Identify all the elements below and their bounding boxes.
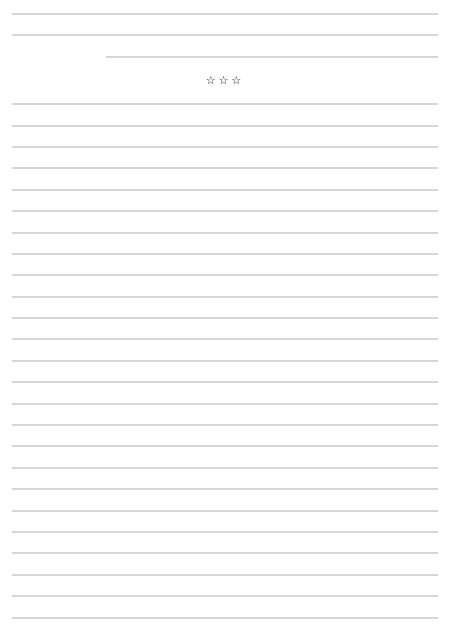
text-line (12, 565, 438, 586)
text-line (12, 479, 438, 500)
section-divider: ☆☆☆ (205, 74, 245, 88)
text-line (12, 436, 438, 457)
text-line (12, 287, 438, 308)
text-line (12, 608, 438, 629)
text-line (12, 586, 438, 607)
text-line (12, 180, 438, 201)
text-line (12, 501, 438, 522)
text-line (12, 415, 438, 436)
text-line (12, 94, 438, 115)
text-line (12, 308, 438, 329)
text-line (12, 4, 438, 25)
text-line (12, 458, 438, 479)
text-line (12, 543, 438, 564)
text-line (12, 223, 438, 244)
text-line (12, 351, 438, 372)
text-line (12, 158, 438, 179)
text-line (12, 47, 438, 68)
text-line (12, 25, 438, 46)
paragraph-2 (12, 94, 438, 629)
text-line (12, 244, 438, 265)
text-line (12, 137, 438, 158)
text-line (12, 329, 438, 350)
text-line (12, 522, 438, 543)
paragraph-1 (12, 4, 438, 68)
text-line (12, 201, 438, 222)
text-line (12, 394, 438, 415)
text-line (12, 116, 438, 137)
text-line (12, 372, 438, 393)
text-line (12, 265, 438, 286)
